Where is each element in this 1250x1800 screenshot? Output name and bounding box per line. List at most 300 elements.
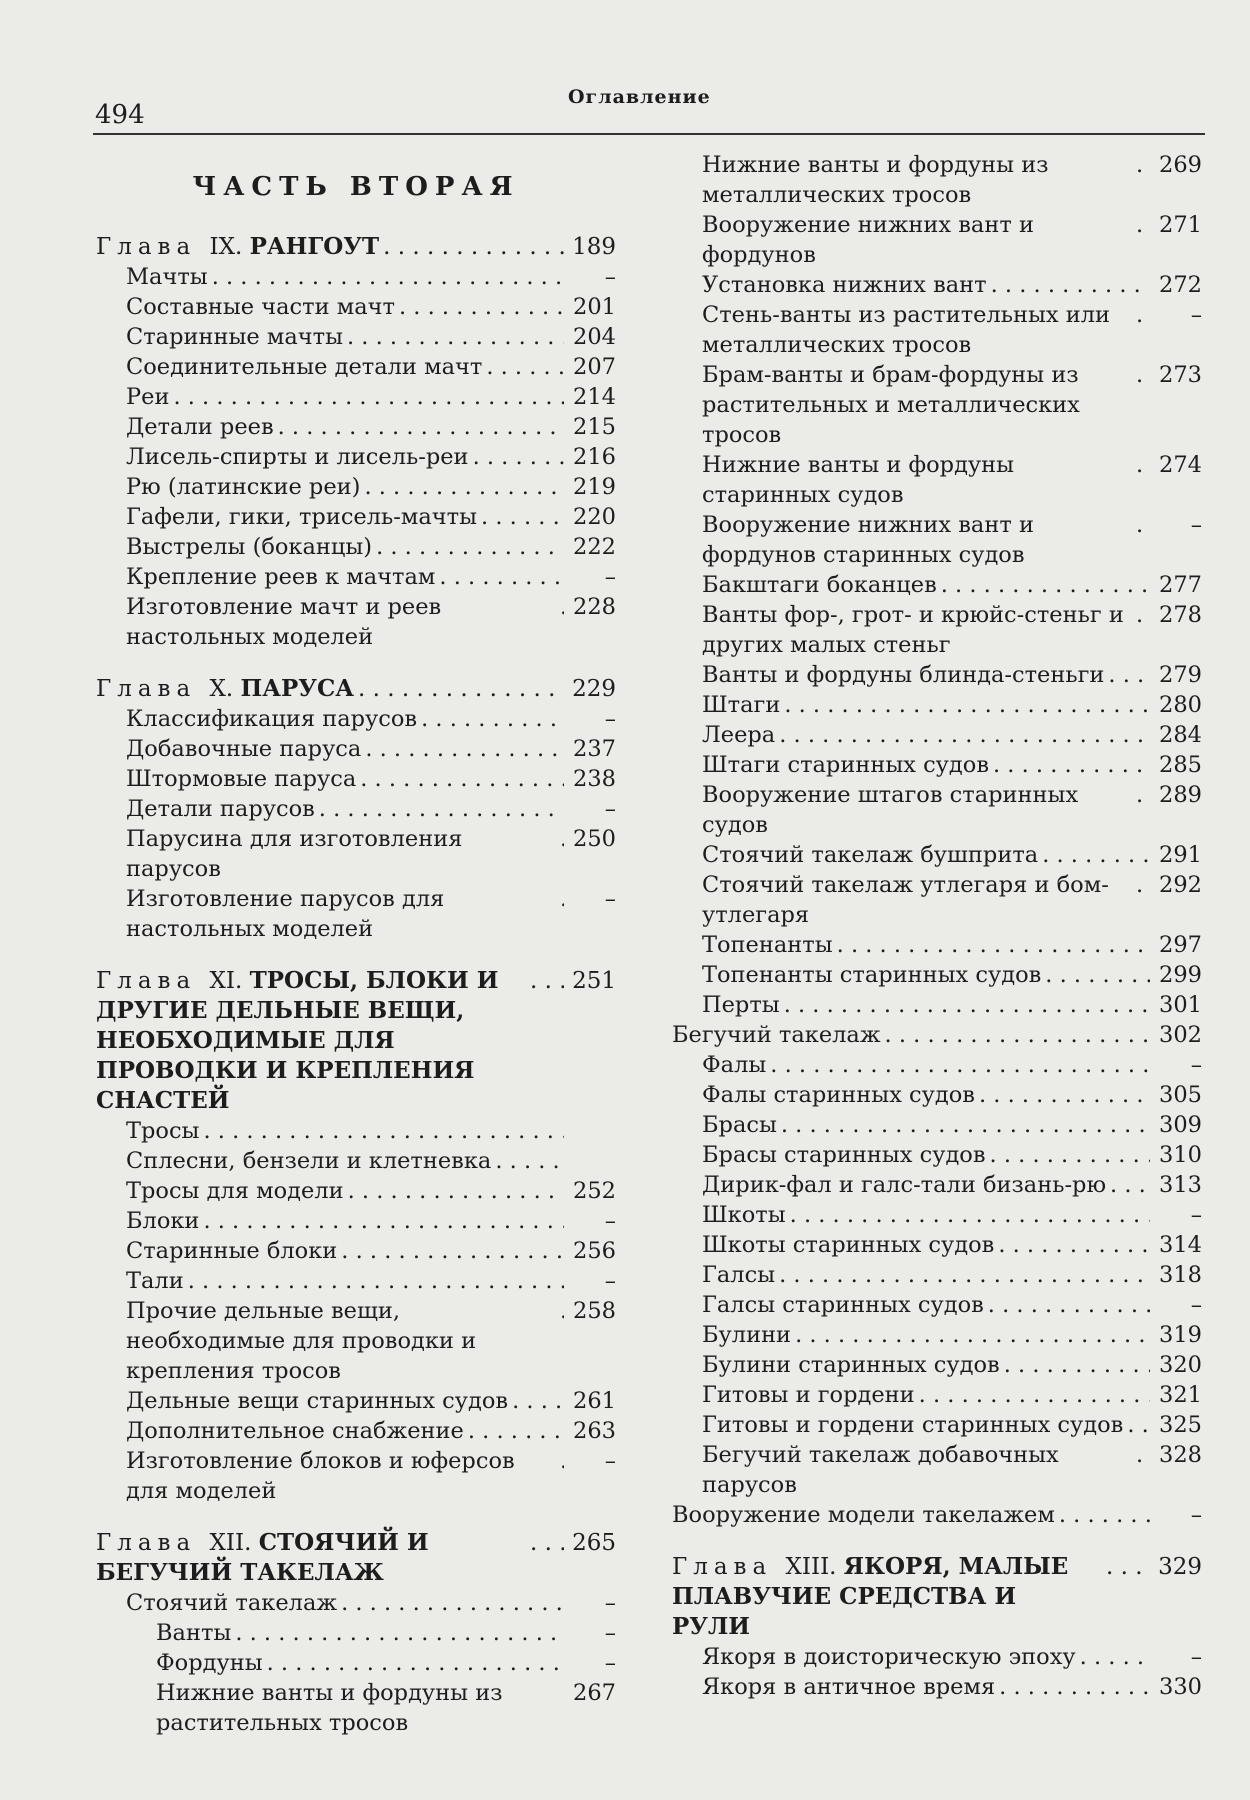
toc-entry[interactable] xyxy=(96,1116,616,1146)
leader-dots xyxy=(319,794,564,824)
leader-dots xyxy=(486,352,564,382)
toc-page-number: 314 xyxy=(1159,1232,1202,1258)
chapter-number: XI. xyxy=(209,968,250,994)
toc-entry-title: Тросы для модели xyxy=(126,1178,344,1204)
toc-page-number: 267 xyxy=(573,1680,616,1706)
toc-entry[interactable] xyxy=(672,1440,1202,1500)
leader-dots xyxy=(1110,1170,1150,1200)
toc-page-number: 301 xyxy=(1159,992,1202,1018)
toc-entry-title: Вооружение нижних вант и фордунов xyxy=(702,212,1034,268)
toc-entry-title: Прочие дельные вещи, необходимые для проводки и крепления тросов xyxy=(126,1298,477,1384)
leader-dots xyxy=(1136,780,1150,810)
toc-entry[interactable] xyxy=(672,840,1202,870)
toc-page-number: 285 xyxy=(1159,752,1202,778)
leader-dots xyxy=(1004,1350,1150,1380)
toc-entry[interactable] xyxy=(672,1200,1202,1230)
toc-page-number: 220 xyxy=(573,504,616,530)
toc-entry-title: Леера xyxy=(702,722,776,748)
chapter-heading[interactable] xyxy=(672,1552,1202,1642)
toc-entry-title: Тали xyxy=(126,1268,184,1294)
toc-page-number: 319 xyxy=(1159,1322,1202,1348)
chapter-title xyxy=(672,1552,1102,1642)
leader-dots xyxy=(376,532,564,562)
toc-entry-title: Стень-ванты из растительных или металлических тросов xyxy=(702,302,1111,358)
toc-entry[interactable] xyxy=(672,150,1202,210)
toc-entry[interactable] xyxy=(96,1588,616,1618)
leader-dots xyxy=(779,1260,1150,1290)
toc-entry[interactable] xyxy=(96,704,616,734)
chapter-name: ЯКОРЯ, МАЛЫЕ ПЛАВУЧИЕ СРЕДСТВА И РУЛИ xyxy=(672,1553,1069,1640)
toc-page-number: – xyxy=(1190,1202,1202,1228)
leader-dots xyxy=(358,674,564,704)
leader-dots xyxy=(1106,1552,1150,1582)
toc-entry[interactable] xyxy=(96,734,616,764)
toc-entry-title: Бегучий такелаж добавочных парусов xyxy=(702,1442,1059,1498)
leader-dots xyxy=(998,1230,1150,1260)
toc-entry[interactable] xyxy=(672,1290,1202,1320)
toc-entry-title: Выстрелы (боканцы) xyxy=(126,534,373,560)
leader-dots xyxy=(784,990,1150,1020)
toc-entry[interactable] xyxy=(672,1080,1202,1110)
toc-entry[interactable] xyxy=(96,1386,616,1416)
toc-page-number: 309 xyxy=(1159,1112,1202,1138)
toc-page-number: 278 xyxy=(1159,602,1202,628)
leader-dots xyxy=(383,232,564,262)
toc-page-number: 263 xyxy=(573,1418,616,1444)
toc-entry-title: Мачты xyxy=(126,264,208,290)
leader-dots xyxy=(235,1618,564,1648)
page-number: 494 xyxy=(95,100,145,130)
toc-entry[interactable] xyxy=(96,472,616,502)
toc-entry-title: Установка нижних вант xyxy=(702,272,987,298)
toc-entry[interactable] xyxy=(672,1380,1202,1410)
toc-entry[interactable] xyxy=(96,592,616,652)
toc-entry-title: Нижние ванты и фордуны старинных судов xyxy=(702,452,1015,508)
toc-page-number: 269 xyxy=(1159,152,1202,178)
toc-entry[interactable] xyxy=(96,824,616,884)
toc-page-number: – xyxy=(1190,302,1202,328)
toc-page-number: 328 xyxy=(1159,1442,1202,1468)
toc-entry[interactable] xyxy=(672,270,1202,300)
toc-entry[interactable] xyxy=(672,960,1202,990)
toc-entry[interactable] xyxy=(672,1020,1202,1050)
leader-dots xyxy=(1127,1410,1150,1440)
toc-entry[interactable] xyxy=(96,262,616,292)
leader-dots xyxy=(1136,870,1150,900)
leader-dots xyxy=(212,262,564,292)
toc-entry-title: Составные части мачт xyxy=(126,294,395,320)
chapter-number: XIII. xyxy=(785,1554,844,1580)
toc-entry[interactable] xyxy=(672,720,1202,750)
leader-dots xyxy=(203,1116,564,1146)
toc-entry-title: Дирик-фал и галс-тали бизань-рю xyxy=(702,1172,1107,1198)
leader-dots xyxy=(784,690,1150,720)
leader-dots xyxy=(530,1528,564,1558)
leader-dots xyxy=(560,824,564,854)
leader-dots xyxy=(1136,360,1150,390)
chapter-spacer xyxy=(96,944,616,966)
toc-entry[interactable] xyxy=(672,1110,1202,1140)
toc-entry[interactable] xyxy=(672,1170,1202,1200)
leader-dots xyxy=(512,1386,564,1416)
toc-entry[interactable] xyxy=(96,412,616,442)
leader-dots xyxy=(341,1588,564,1618)
toc-entry-title: Нижние ванты и фордуны из металлических тросов xyxy=(702,152,1049,208)
leader-dots xyxy=(348,1176,564,1206)
leader-dots xyxy=(990,1140,1150,1170)
chapter-number: XII. xyxy=(209,1530,259,1556)
toc-entry[interactable] xyxy=(672,1410,1202,1440)
leader-dots xyxy=(530,966,564,996)
leader-dots xyxy=(770,1050,1150,1080)
toc-page-number: 215 xyxy=(573,414,616,440)
leader-dots xyxy=(347,322,564,352)
toc-page-number: 256 xyxy=(573,1238,616,1264)
leader-dots xyxy=(341,1236,564,1266)
toc-entry-title: Добавочные паруса xyxy=(126,736,362,762)
toc-entry-title: Якоря в античное время xyxy=(702,1674,996,1700)
leader-dots xyxy=(837,930,1150,960)
toc-entry[interactable] xyxy=(96,1648,616,1678)
toc-entry-title: Вооружение модели такелажем xyxy=(672,1502,1055,1528)
toc-page-number: – xyxy=(1190,1502,1202,1528)
toc-entry-title: Сплесни, бензели и клетневка xyxy=(126,1148,492,1174)
toc-entry[interactable] xyxy=(672,1350,1202,1380)
toc-entry-title: Лисель-спирты и лисель-реи xyxy=(126,444,469,470)
toc-entry-title: Галсы xyxy=(702,1262,776,1288)
leader-dots xyxy=(439,562,564,592)
toc-entry[interactable] xyxy=(96,1206,616,1236)
leader-dots xyxy=(473,442,564,472)
toc-entry-title: Шкоты xyxy=(702,1202,786,1228)
toc-entry-title: Гитовы и гордени xyxy=(702,1382,915,1408)
leader-dots xyxy=(790,1200,1150,1230)
toc-entry-title: Стоячий такелаж xyxy=(126,1590,338,1616)
left-column xyxy=(96,150,616,1738)
toc-page-number: – xyxy=(1190,1644,1202,1670)
leader-dots xyxy=(781,1110,1150,1140)
toc-page-number: 289 xyxy=(1159,782,1202,808)
toc-entry[interactable] xyxy=(672,300,1202,360)
chapter-page-number: 251 xyxy=(572,968,616,994)
toc-page-number: 291 xyxy=(1159,842,1202,868)
chapter-spacer xyxy=(96,1506,616,1528)
toc-entry-title: Перты xyxy=(702,992,780,1018)
toc-entry-title: Гафели, гики, трисель-мачты xyxy=(126,504,478,530)
toc-page-number: 279 xyxy=(1159,662,1202,688)
toc-page-number: 252 xyxy=(573,1178,616,1204)
leader-dots xyxy=(1136,450,1150,480)
toc-entry[interactable] xyxy=(96,562,616,592)
chapter-label: Глава xyxy=(96,676,210,702)
toc-entry-title: Вооружение штагов старинных судов xyxy=(702,782,1079,838)
toc-page-number: 258 xyxy=(573,1298,616,1324)
toc-page-number: 214 xyxy=(573,384,616,410)
chapter-title xyxy=(96,1528,526,1588)
leader-dots xyxy=(919,1380,1150,1410)
toc-entry[interactable] xyxy=(672,600,1202,660)
toc-entry-title: Изготовление мачт и реев настольных моделей xyxy=(126,594,442,650)
toc-entry[interactable] xyxy=(672,1500,1202,1530)
chapter-name: ПАРУСА xyxy=(240,675,354,702)
toc-page-number: 292 xyxy=(1159,872,1202,898)
chapter-name: ТРОСЫ, БЛОКИ И ДРУГИЕ ДЕЛЬНЫЕ ВЕЩИ, НЕОБХОДИМЫЕ ДЛЯ ПРОВОДКИ И КРЕПЛЕНИЯ СНАСТЕЙ xyxy=(96,967,499,1114)
chapter-number: IX. xyxy=(209,234,250,260)
toc-entry[interactable] xyxy=(672,930,1202,960)
toc-entry[interactable] xyxy=(96,884,616,944)
leader-dots xyxy=(1136,210,1150,240)
chapter-title xyxy=(96,674,354,704)
toc-entry-title: Бакштаги боканцев xyxy=(702,572,937,598)
toc-entry[interactable] xyxy=(96,1296,616,1386)
toc-page-number: – xyxy=(604,1620,616,1646)
toc-entry[interactable] xyxy=(96,532,616,562)
toc-entry[interactable] xyxy=(672,1140,1202,1170)
leader-dots xyxy=(468,1416,564,1446)
toc-page-number: 273 xyxy=(1159,362,1202,388)
toc-page-number: 330 xyxy=(1159,1674,1202,1700)
toc-page-number: – xyxy=(604,796,616,822)
toc-entry[interactable] xyxy=(96,502,616,532)
toc-entry[interactable] xyxy=(96,1678,616,1738)
toc-entry[interactable] xyxy=(96,322,616,352)
chapter-number: X. xyxy=(209,676,241,702)
toc-entry[interactable] xyxy=(96,1236,616,1266)
toc-entry-title: Классификация парусов xyxy=(126,706,418,732)
chapter-page-number: 189 xyxy=(572,234,616,260)
toc-entry-title: Нижние ванты и фордуны из растительных тросов xyxy=(156,1680,503,1736)
toc-page-number: – xyxy=(604,1268,616,1294)
toc-entry-title: Стоячий такелаж утлегаря и бом-утлегаря xyxy=(702,872,1109,928)
toc-entry-title: Фалы старинных судов xyxy=(702,1082,975,1108)
chapter-heading[interactable] xyxy=(96,966,616,1116)
toc-entry[interactable] xyxy=(672,990,1202,1020)
toc-entry-title: Старинные блоки xyxy=(126,1238,338,1264)
leader-dots xyxy=(941,570,1150,600)
toc-entry[interactable] xyxy=(672,450,1202,510)
chapter-label: Глава xyxy=(96,234,210,260)
toc-page-number: 204 xyxy=(573,324,616,350)
toc-entry[interactable] xyxy=(96,1618,616,1648)
toc-entry[interactable] xyxy=(96,292,616,322)
toc-entry-title: Изготовление блоков и юферсов для моделей xyxy=(126,1448,515,1504)
toc-page-number: – xyxy=(1190,1052,1202,1078)
toc-entry-title: Брасы старинных судов xyxy=(702,1142,986,1168)
chapter-heading[interactable] xyxy=(96,232,616,262)
toc-entry[interactable] xyxy=(672,690,1202,720)
toc-page-number: – xyxy=(1190,1292,1202,1318)
toc-page-number: – xyxy=(604,1208,616,1234)
toc-entry-title: Стоячий такелаж бушприта xyxy=(702,842,1039,868)
toc-page-number: 219 xyxy=(573,474,616,500)
leader-dots xyxy=(1080,1642,1150,1672)
chapter-page-number: 265 xyxy=(572,1530,616,1556)
leader-dots xyxy=(1136,510,1150,540)
chapter-heading[interactable] xyxy=(96,1528,616,1588)
toc-page-number: – xyxy=(604,886,616,912)
toc-entry-title: Ванты xyxy=(156,1620,232,1646)
toc-page-number: – xyxy=(604,706,616,732)
toc-page-number: 216 xyxy=(573,444,616,470)
leader-dots xyxy=(1136,600,1150,630)
toc-entry-title: Шкоты старинных судов xyxy=(702,1232,995,1258)
toc-page-number: – xyxy=(604,564,616,590)
toc-page-number: – xyxy=(604,1590,616,1616)
toc-entry-title: Рю (латинские реи) xyxy=(126,474,361,500)
toc-page-number: 310 xyxy=(1159,1142,1202,1168)
toc-entry-title: Вооружение нижних вант и фордунов старинных судов xyxy=(702,512,1034,568)
toc-entry[interactable] xyxy=(672,1642,1202,1672)
toc-page-number: 321 xyxy=(1159,1382,1202,1408)
toc-entry[interactable] xyxy=(96,794,616,824)
toc-entry-title: Дополнительное снабжение xyxy=(126,1418,464,1444)
toc-entry-title: Булини xyxy=(702,1322,792,1348)
toc-entry-title: Детали реев xyxy=(126,414,274,440)
right-column xyxy=(672,150,1202,1702)
part-title: ЧАСТЬ ВТОРАЯ xyxy=(192,172,520,202)
toc-entry-title: Гитовы и гордени старинных судов xyxy=(702,1412,1124,1438)
toc-entry-title: Якоря в доисторическую эпоху xyxy=(702,1644,1076,1670)
toc-page-number: 201 xyxy=(573,294,616,320)
toc-entry[interactable] xyxy=(672,660,1202,690)
leader-dots xyxy=(203,1206,564,1236)
toc-entry-title: Штаги xyxy=(702,692,781,718)
toc-page-number: – xyxy=(1190,512,1202,538)
toc-entry-title: Булини старинных судов xyxy=(702,1352,1000,1378)
toc-entry[interactable] xyxy=(96,1146,616,1176)
toc-page-number: 274 xyxy=(1159,452,1202,478)
chapter-title xyxy=(96,966,526,1116)
toc-entry[interactable] xyxy=(672,1050,1202,1080)
toc-entry[interactable] xyxy=(672,1672,1202,1702)
toc-entry-title: Топенанты xyxy=(702,932,833,958)
toc-entry[interactable] xyxy=(96,352,616,382)
toc-entry[interactable] xyxy=(672,510,1202,570)
leader-dots xyxy=(560,1296,564,1326)
toc-entry-title: Дельные вещи старинных судов xyxy=(126,1388,509,1414)
leader-dots xyxy=(779,720,1150,750)
toc-page-number: 277 xyxy=(1159,572,1202,598)
toc-entry[interactable] xyxy=(96,382,616,412)
toc-entry-title: Соединительные детали мачт xyxy=(126,354,483,380)
toc-entry[interactable] xyxy=(96,1446,616,1506)
leader-dots xyxy=(560,1446,564,1476)
toc-page-number: – xyxy=(604,1448,616,1474)
toc-entry-title: Ванты и фордуны блинда-стеньги xyxy=(702,662,1105,688)
toc-entry-title: Реи xyxy=(126,384,170,410)
toc-entry-title: Тросы xyxy=(126,1118,200,1144)
toc-entry[interactable] xyxy=(96,1416,616,1446)
leader-dots xyxy=(795,1320,1150,1350)
toc-entry-title: Крепление реев к мачтам xyxy=(126,564,436,590)
toc-entry[interactable] xyxy=(672,210,1202,270)
toc-page-number: 305 xyxy=(1159,1082,1202,1108)
chapter-page-number: 329 xyxy=(1158,1554,1202,1580)
leader-dots xyxy=(495,1146,564,1176)
toc-entry[interactable] xyxy=(96,442,616,472)
leader-dots xyxy=(1136,300,1150,330)
leader-dots xyxy=(421,704,564,734)
chapter-title xyxy=(96,232,379,262)
toc-page-number: 280 xyxy=(1159,692,1202,718)
leader-dots xyxy=(1136,150,1150,180)
toc-entry-title: Топенанты старинных судов xyxy=(702,962,1042,988)
toc-entry-title: Бегучий такелаж xyxy=(672,1022,881,1048)
leader-dots xyxy=(481,502,564,532)
toc-entry-title: Брам-ванты и брам-фордуны из растительных и металлических тросов xyxy=(702,362,1080,448)
toc-entry[interactable] xyxy=(96,764,616,794)
chapter-label: Глава xyxy=(672,1554,786,1580)
leader-dots xyxy=(278,412,564,442)
chapter-name: РАНГОУТ xyxy=(249,233,380,260)
toc-page-number: 320 xyxy=(1159,1352,1202,1378)
leader-dots xyxy=(999,1672,1150,1702)
toc-page-number: 238 xyxy=(573,766,616,792)
toc-page-number: 228 xyxy=(573,594,616,620)
toc-entry[interactable] xyxy=(672,870,1202,930)
toc-page-number: 237 xyxy=(573,736,616,762)
toc-entry[interactable] xyxy=(96,1176,616,1206)
toc-page-number: 284 xyxy=(1159,722,1202,748)
toc-entry[interactable] xyxy=(96,1266,616,1296)
toc-page-number: 313 xyxy=(1159,1172,1202,1198)
leader-dots xyxy=(399,292,564,322)
toc-page-number: 302 xyxy=(1159,1022,1202,1048)
toc-entry-title: Фордуны xyxy=(156,1650,263,1676)
leader-dots xyxy=(1108,660,1150,690)
chapter-label: Глава xyxy=(96,1530,210,1556)
chapter-label: Глава xyxy=(96,968,210,994)
toc-page-number: – xyxy=(604,264,616,290)
toc-page-number: 299 xyxy=(1159,962,1202,988)
chapter-name: СТОЯЧИЙ И БЕГУЧИЙ ТАКЕЛАЖ xyxy=(96,1529,429,1586)
toc-entry[interactable] xyxy=(672,750,1202,780)
toc-entry-title: Штормовые паруса xyxy=(126,766,357,792)
leader-dots xyxy=(188,1266,564,1296)
toc-entry[interactable] xyxy=(672,780,1202,840)
toc-entry[interactable] xyxy=(672,570,1202,600)
leader-dots xyxy=(1136,1440,1150,1470)
chapter-spacer xyxy=(96,652,616,674)
toc-entry-title: Детали парусов xyxy=(126,796,315,822)
chapter-page-number: 229 xyxy=(572,676,616,702)
leader-dots xyxy=(364,472,564,502)
leader-dots xyxy=(993,750,1150,780)
toc-page-number: 271 xyxy=(1159,212,1202,238)
toc-page-number: 297 xyxy=(1159,932,1202,958)
chapter-spacer xyxy=(672,1530,1202,1552)
toc-page-number: 272 xyxy=(1159,272,1202,298)
toc-entry[interactable] xyxy=(672,1260,1202,1290)
toc-entry[interactable] xyxy=(672,360,1202,450)
toc-entry[interactable] xyxy=(672,1230,1202,1260)
toc-entry-title: Галсы старинных судов xyxy=(702,1292,984,1318)
toc-entry-title: Старинные мачты xyxy=(126,324,343,350)
leader-dots xyxy=(1042,840,1150,870)
leader-dots xyxy=(560,592,564,622)
leader-dots xyxy=(885,1020,1150,1050)
toc-entry[interactable] xyxy=(672,1320,1202,1350)
toc-entry-title: Парусина для изготовления парусов xyxy=(126,826,463,882)
header-rule xyxy=(93,133,1205,135)
toc-page-number: 325 xyxy=(1159,1412,1202,1438)
toc-entry-title: Штаги старинных судов xyxy=(702,752,989,778)
chapter-heading[interactable] xyxy=(96,674,616,704)
leader-dots xyxy=(991,270,1150,300)
leader-dots xyxy=(560,884,564,914)
toc-entry-title: Фалы xyxy=(702,1052,767,1078)
leader-dots xyxy=(979,1080,1150,1110)
